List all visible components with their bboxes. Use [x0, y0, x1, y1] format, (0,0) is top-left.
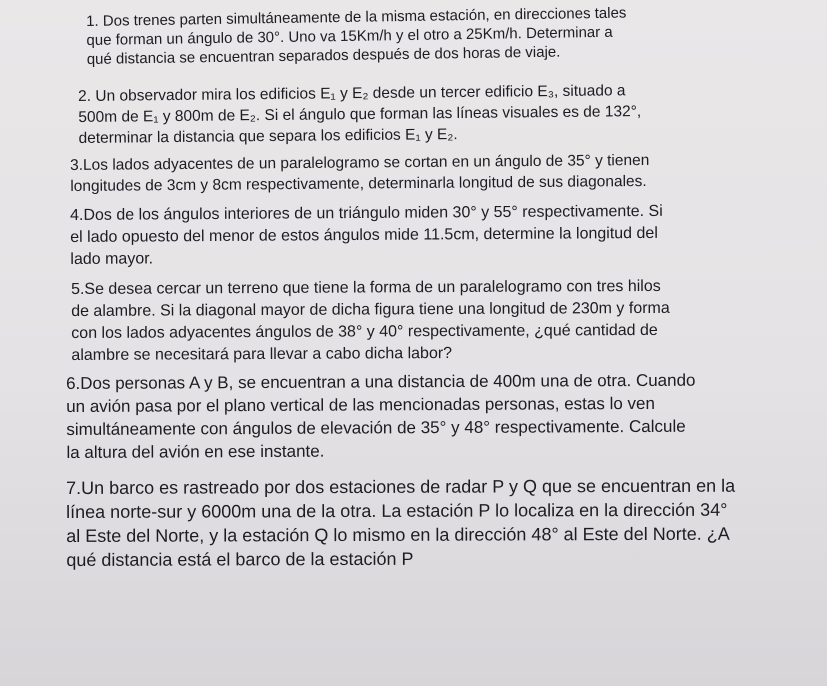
- problem-2-line-1: 2. Un observador mira los edificios E₁ y E₂ desde un tercer edificio E₃, situado a: [78, 82, 626, 105]
- problem-1-line-1: 1. Dos trenes parten simultáneamente de la misma estación, en direcciones tales: [86, 4, 627, 30]
- problem-2-line-3: determinar la distancia que separa los edificios E₁ y E₂.: [78, 126, 458, 147]
- problem-7-line-1: 7.Un barco es rastreado por dos estaciones de radar P y Q que se encuentran en la: [66, 475, 736, 498]
- problem-6-line-1: 6.Dos personas A y B, se encuentran a una distancia de 400m una de otra. Cuando: [66, 370, 696, 393]
- problem-4-line-3: lado mayor.: [70, 250, 154, 268]
- problem-5-line-1: 5.Se desea cercar un terreno que tiene la forma de un paralelogramo con tres hilos: [71, 277, 661, 298]
- problem-6-line-3: simultáneamente con ángulos de elevación de 35° y 48° respectivamente. Calcule: [66, 416, 686, 439]
- problem-4-line-2: el lado opuesto del menor de estos ángulos mide 11.5cm, determine la longitud del: [70, 224, 658, 246]
- problem-6: [66, 369, 696, 464]
- problem-4: [70, 201, 663, 271]
- problem-5-line-4: alambre se necesitará para llevar a cabo dicha labor?: [71, 345, 453, 364]
- problem-2-line-2: 500m de E₁ y 800m de E₂. Si el ángulo que forman las líneas visuales es de 132°,: [78, 103, 642, 126]
- problem-5: [71, 276, 670, 367]
- problem-7-line-3: al Este del Norte, y la estación Q lo mismo en la dirección 48° al Este del Norte. ¿A: [66, 523, 730, 546]
- problem-3-line-1: 3.Los lados adyacentes de un paralelogramo se cortan en un ángulo de 35° y tienen: [70, 151, 650, 174]
- problem-5-line-3: con los lados adyacentes ángulos de 38° y 40° respectivamente, ¿qué cantidad de: [71, 321, 658, 342]
- problem-1-line-3: qué distancia se encuentran separados después de dos horas de viaje.: [86, 43, 561, 68]
- problem-3-line-2: longitudes de 3cm y 8cm respectivamente, determinarla longitud de sus diagonales.: [70, 172, 647, 195]
- problem-3: [70, 150, 650, 197]
- problem-1: [86, 4, 627, 69]
- problem-4-line-1: 4.Dos de los ángulos interiores de un triángulo miden 30° y 55° respectivamente. Si: [70, 202, 663, 224]
- problem-7-line-2: línea norte-sur y 6000m una de la otra. La estación P lo localiza en la dirección 34°: [66, 499, 728, 522]
- problem-6-line-4: la altura del avión en ese instante.: [66, 441, 325, 462]
- problem-7-line-4: qué distancia está el barco de la estación P: [66, 548, 414, 570]
- problem-2: [78, 80, 641, 149]
- problem-1-line-2: que forman un ángulo de 30°. Uno va 15Km/h y el otro a 25Km/h. Determinar a: [86, 23, 613, 49]
- problem-6-line-2: un avión pasa por el plano vertical de las mencionadas personas, estas lo ven: [66, 393, 655, 416]
- problem-7: [66, 474, 735, 572]
- problem-5-line-2: de alambre. Si la diagonal mayor de dicha figura tiene una longitud de 230m y forma: [71, 299, 670, 320]
